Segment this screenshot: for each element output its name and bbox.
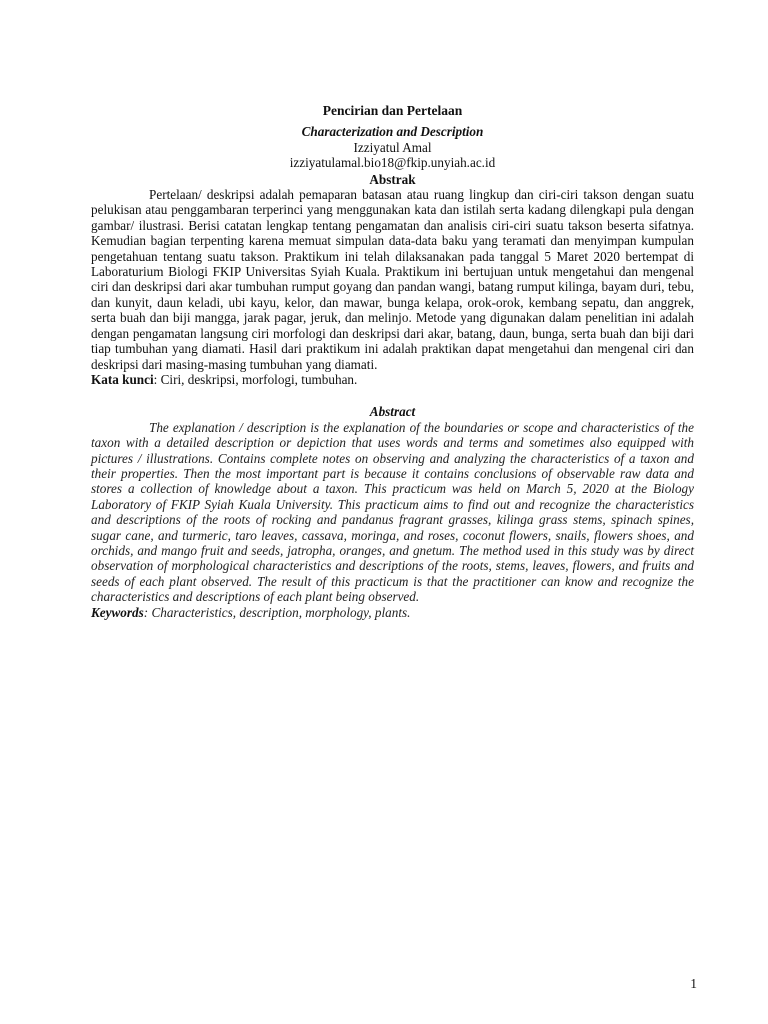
page-number: 1 — [690, 976, 697, 991]
keywords-id-label: Kata kunci — [91, 371, 154, 387]
abstract-en-heading: Abstract — [369, 404, 416, 420]
keywords-en — [91, 605, 694, 620]
keywords-en-label: Keywords — [91, 604, 144, 620]
paper-front-matter — [91, 103, 694, 620]
abstract-id-heading: Abstrak — [369, 171, 416, 187]
abstract-id-body: Pertelaan/ deskripsi adalah pemaparan batasan atau ruang lingkup dan ciri-ciri takson dengan suatu pelukisan atau penggambaran terperinci yang menggunakan kata dan istilah serta kadang dilengkapi pula dengan gambar/ ilustrasi. Berisi catatan lengkap tentang pengamatan dan analisis ciri-ciri suatu takson beserta sifatnya. Kemudian bagian terpenting karena memuat simpulan data-data baku yang teramati dan menyimpan kumpulan pengetahuan tentang suatu takson. Praktikum ini telah dilaksanakan pada tanggal 5 Maret 2020 bertempat di Laboraturium Biologi FKIP Universitas Syiah Kuala. Praktikum ini bertujuan untuk mengetahui dan mengenal ciri dan deskripsi dari akar tumbuhan rumput goyang dan pandan wangi, batang rumput kilinga, bayam duri, tebu, dan kunyit, daun keladi, ubi kayu, kelor, dan mawar, bunga kelapa, orok-orok, kembang sepatu, dan anggrek, serta buah dan biji mangga, jarak pagar, jeruk, dan melinjo. Metode yang digunakan dalam penelitian ini adalah dengan pengamatan langsung ciri morfologi dan deskripsi dari akar, batang, daun, bunga, serta buah dan biji dari tiap tumbuhan yang diamati. Hasil dari praktikum ini adalah praktikan dapat mengetahui dan mengenal ciri dan deskripsi dari masing-masing tumbuhan yang diamati. — [91, 187, 694, 372]
paper-subtitle: Characterization and Description — [301, 124, 484, 140]
author-name: Izziyatul Amal — [353, 139, 432, 155]
keywords-en-text: : Characteristics, description, morphology, plants. — [143, 604, 411, 620]
keywords-id — [91, 372, 694, 387]
abstract-en-body: The explanation / description is the explanation of the boundaries or scope and characteristics of the taxon with a detailed description or depiction that uses words and terms and sometimes also equipped with pictures / illustrations. Contains complete notes on observing and analyzing the characteristics of a taxon and their properties. Then the most important part is because it contains conclusions of observable raw data and stores a collection of knowledge about a taxon. This practicum was held on March 5, 2020 at the Biology Laboratory of FKIP Syiah Kuala University. This practicum aims to find out and recognize the characteristics and descriptions of the roots of rocking and pandanus fragrant grasses, kilinga grass stems, spinach spines, sugar cane, and turmeric, taro leaves, cassava, moringa, and roses, coconut flowers, snails, flowers shoes, and orchids, and mango fruit and seeds, jatropha, oranges, and gnetum. The method used in this study was by direct observation of morphological characteristics and descriptions of the roots, stems, leaves, flowers, and fruits and seeds of each plant observed. The result of this practicum is that the practitioner can know and recognize the characteristics and descriptions of each plant being observed. — [91, 419, 694, 605]
author-email: izziyatulamal.bio18@fkip.unyiah.ac.id — [289, 155, 496, 171]
paper-title: Pencirian dan Pertelaan — [322, 103, 463, 118]
keywords-id-text: : Ciri, deskripsi, morfologi, tumbuhan. — [153, 371, 358, 387]
